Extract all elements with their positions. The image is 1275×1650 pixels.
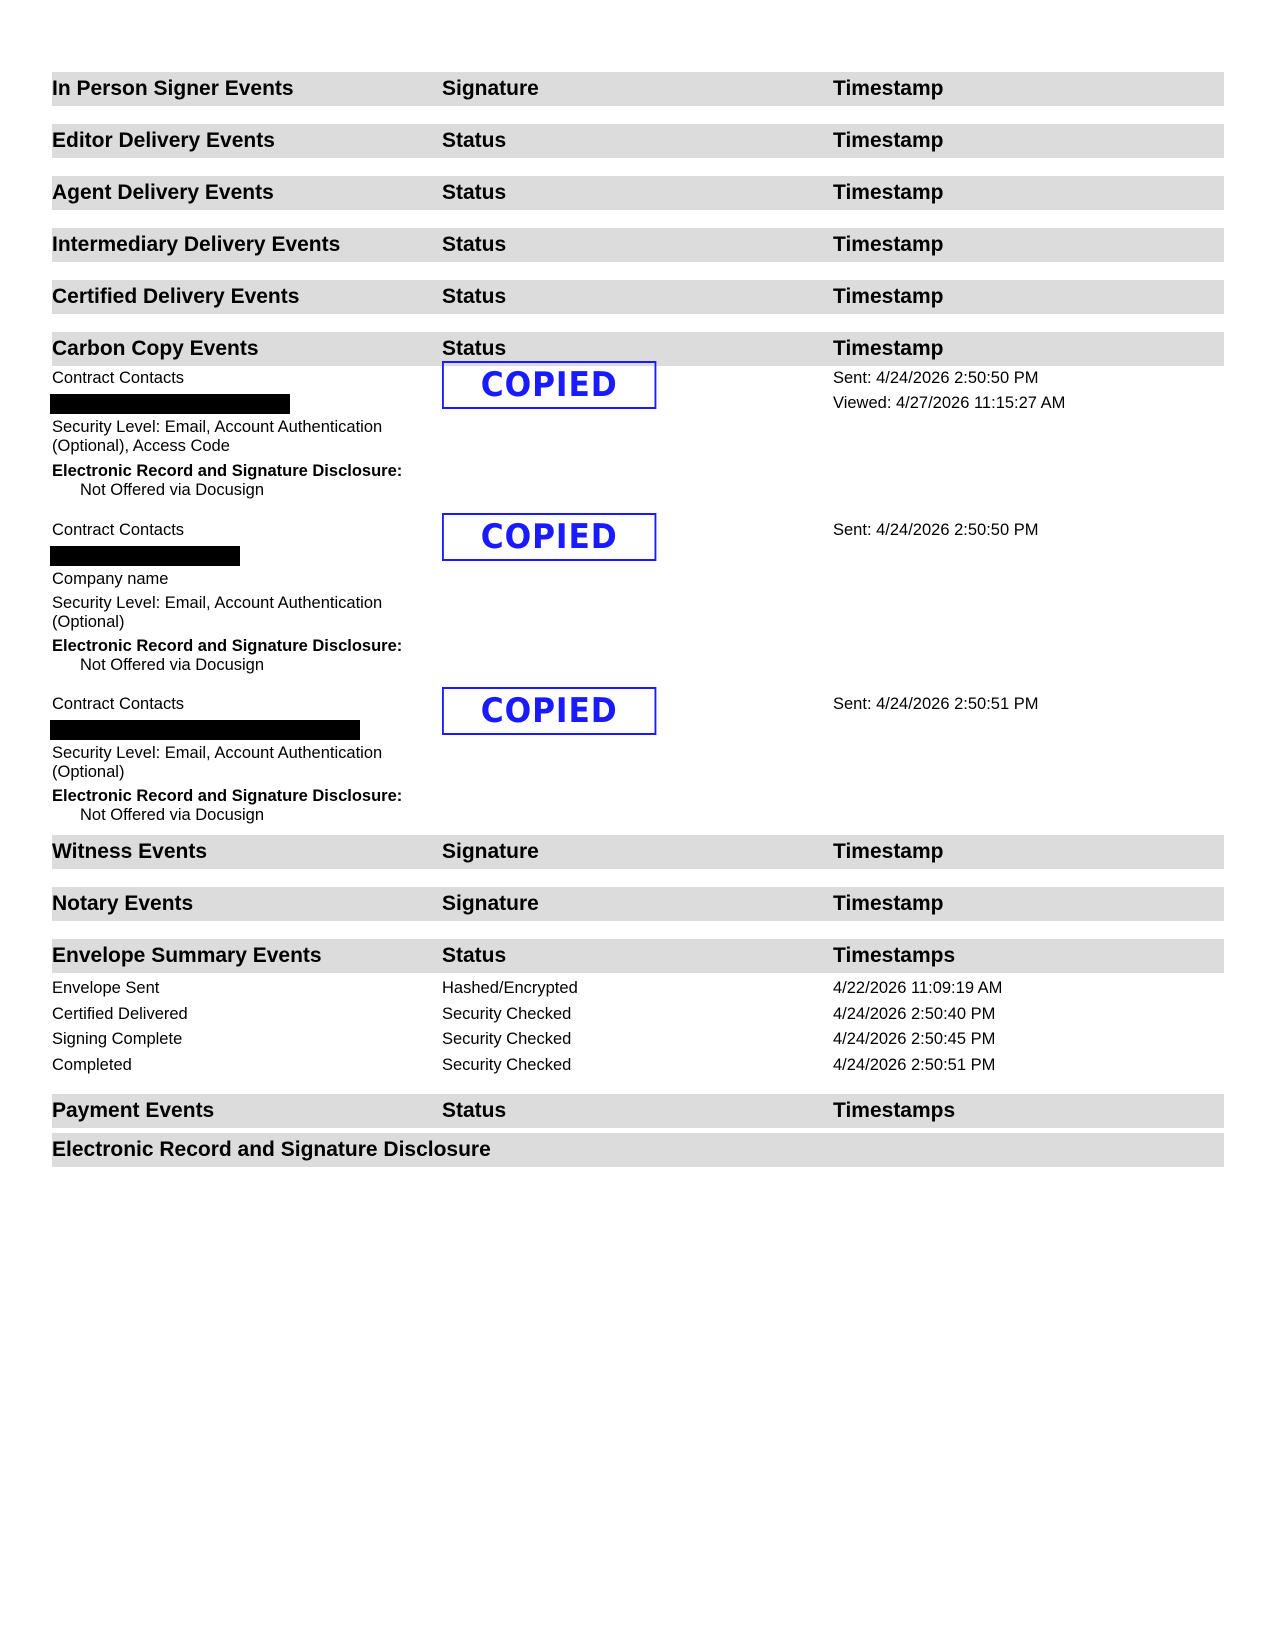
event-name: Certified Delivered: [52, 1005, 188, 1023]
column-header: Timestamps: [833, 1099, 956, 1122]
event-timestamp: 4/24/2026 2:50:45 PM: [833, 1030, 996, 1048]
column-header: Timestamp: [833, 129, 944, 152]
column-header: Status: [442, 337, 507, 360]
table-row: [52, 1056, 1224, 1082]
column-header: Status: [442, 129, 507, 152]
section-header-witness: [52, 835, 1224, 869]
event-name: Completed: [52, 1056, 132, 1074]
recipient-name: Contract Contacts: [52, 695, 185, 713]
column-header: Status: [442, 181, 507, 204]
column-header: Signature: [442, 892, 539, 915]
section-title: Payment Events: [52, 1099, 215, 1122]
event-timestamp: 4/24/2026 2:50:51 PM: [833, 1056, 996, 1074]
sent-timestamp: Sent: 4/24/2026 2:50:50 PM: [833, 369, 1039, 387]
carbon-copy-entry: [52, 691, 1224, 835]
event-timestamp: 4/22/2026 11:09:19 AM: [833, 979, 1003, 997]
section-title: Certified Delivery Events: [52, 285, 300, 308]
envelope-summary-table: [52, 979, 1224, 1084]
section-title: Notary Events: [52, 892, 194, 915]
section-title: Editor Delivery Events: [52, 129, 275, 152]
event-name: Signing Complete: [52, 1030, 183, 1048]
table-row: [52, 1030, 1224, 1056]
table-row: [52, 979, 1224, 1005]
security-level-cont: (Optional): [52, 763, 125, 781]
column-header: Signature: [442, 77, 539, 100]
section-title: Envelope Summary Events: [52, 944, 322, 967]
event-status: Security Checked: [442, 1030, 572, 1048]
disclosure-label: Electronic Record and Signature Disclosure:: [52, 787, 403, 805]
security-level: Security Level: Email, Account Authentication: [52, 418, 383, 436]
security-level: Security Level: Email, Account Authentication: [52, 744, 383, 762]
section-title: Carbon Copy Events: [52, 337, 259, 360]
redacted-email: [50, 394, 290, 414]
sent-timestamp: Sent: 4/24/2026 2:50:51 PM: [833, 695, 1039, 713]
disclosure-value: Not Offered via Docusign: [80, 806, 265, 824]
security-level-cont: (Optional), Access Code: [52, 437, 230, 455]
carbon-copy-entry: [52, 365, 1224, 521]
section-header-certified: [52, 280, 1224, 314]
company-name: Company name: [52, 570, 169, 588]
section-title: In Person Signer Events: [52, 77, 294, 100]
section-title: Intermediary Delivery Events: [52, 233, 341, 256]
recipient-name: Contract Contacts: [52, 369, 185, 387]
section-title: Agent Delivery Events: [52, 181, 274, 204]
table-row: [52, 1005, 1224, 1031]
disclosure-label: Electronic Record and Signature Disclosure:: [52, 462, 403, 480]
event-timestamp: 4/24/2026 2:50:40 PM: [833, 1005, 996, 1023]
disclosure-label: Electronic Record and Signature Disclosure:: [52, 637, 403, 655]
column-header: Timestamp: [833, 840, 944, 863]
disclosure-value: Not Offered via Docusign: [80, 656, 265, 674]
section-header-editor: [52, 124, 1224, 158]
section-header-agent: [52, 176, 1224, 210]
column-header: Status: [442, 233, 507, 256]
column-header: Timestamp: [833, 337, 944, 360]
section-header-notary: [52, 887, 1224, 921]
event-status: Security Checked: [442, 1056, 572, 1074]
column-header: Status: [442, 1099, 507, 1122]
section-title: Electronic Record and Signature Disclosure: [52, 1138, 491, 1161]
column-header: Status: [442, 285, 507, 308]
column-header: Status: [442, 944, 507, 967]
copied-stamp: COPIED: [442, 361, 656, 409]
redacted-email: [50, 720, 360, 740]
section-title: Witness Events: [52, 840, 208, 863]
viewed-timestamp: Viewed: 4/27/2026 11:15:27 AM: [833, 394, 1066, 412]
section-header-intermediary: [52, 228, 1224, 262]
section-header-payment: [52, 1094, 1224, 1128]
column-header: Timestamp: [833, 181, 944, 204]
certificate-page: [52, 72, 1224, 1185]
disclosure-value: Not Offered via Docusign: [80, 481, 265, 499]
sent-timestamp: Sent: 4/24/2026 2:50:50 PM: [833, 521, 1039, 539]
column-header: Timestamp: [833, 233, 944, 256]
column-header: Signature: [442, 840, 539, 863]
column-header: Timestamp: [833, 892, 944, 915]
copied-stamp: COPIED: [442, 513, 656, 561]
event-status: Hashed/Encrypted: [442, 979, 578, 997]
column-header: Timestamp: [833, 77, 944, 100]
security-level: Security Level: Email, Account Authentication: [52, 594, 383, 612]
section-header-envelope-summary: [52, 939, 1224, 973]
column-header: Timestamp: [833, 285, 944, 308]
security-level-cont: (Optional): [52, 613, 125, 631]
section-header-in-person: [52, 72, 1224, 106]
recipient-name: Contract Contacts: [52, 521, 185, 539]
column-header: Timestamps: [833, 944, 956, 967]
copied-stamp: COPIED: [442, 687, 656, 735]
section-header-disclosure: [52, 1133, 1224, 1167]
redacted-email: [50, 546, 240, 566]
event-status: Security Checked: [442, 1005, 572, 1023]
carbon-copy-entry: [52, 517, 1224, 695]
event-name: Envelope Sent: [52, 979, 160, 997]
